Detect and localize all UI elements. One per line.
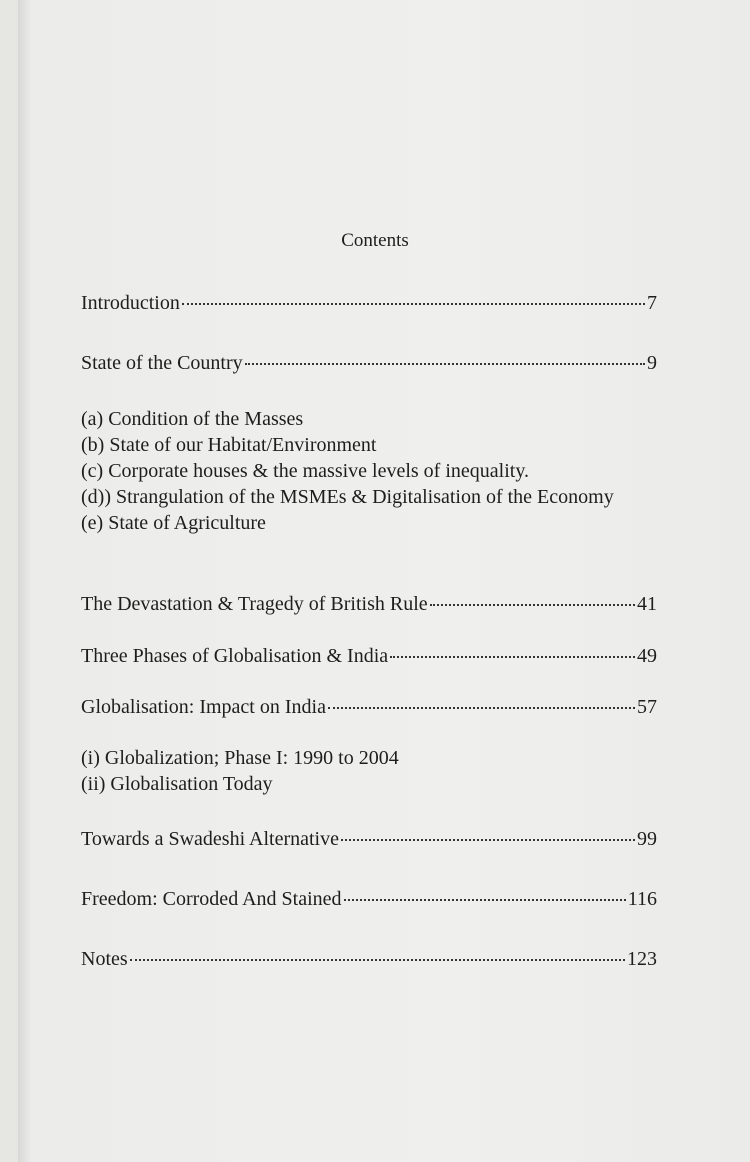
dot-leader xyxy=(328,707,635,709)
toc-entry-state-of-country xyxy=(81,352,657,375)
subsection-item: (d)) Strangulation of the MSMEs & Digitalisation of the Economy xyxy=(81,486,614,508)
dot-leader xyxy=(341,839,635,841)
toc-entry-label: Notes xyxy=(81,948,128,970)
subsection-item: (b) State of our Habitat/Environment xyxy=(81,434,377,456)
subsection-item: (a) Condition of the Masses xyxy=(81,408,304,430)
toc-entry-label: State of the Country xyxy=(81,352,243,374)
toc-entry-page: 57 xyxy=(637,696,657,718)
toc-entry-page: 49 xyxy=(637,645,657,667)
subsection-list-impact xyxy=(81,745,659,797)
subsection-item: (ii) Globalisation Today xyxy=(81,773,273,795)
contents-heading: Contents xyxy=(341,230,409,251)
dot-leader xyxy=(390,656,635,658)
toc-entry-label: Freedom: Corroded And Stained xyxy=(81,888,342,910)
toc-entry-label: Introduction xyxy=(81,292,180,314)
toc-entry-impact-on-india xyxy=(81,696,657,719)
dot-leader xyxy=(182,303,645,305)
toc-entry-page: 123 xyxy=(627,948,657,970)
toc-entry-three-phases xyxy=(81,645,657,668)
toc-entry-notes xyxy=(81,948,657,971)
dot-leader xyxy=(430,604,635,606)
toc-entry-introduction xyxy=(81,292,657,315)
dot-leader xyxy=(130,959,625,961)
toc-entry-label: Towards a Swadeshi Alternative xyxy=(81,828,339,850)
subsection-list-country xyxy=(81,406,659,536)
toc-entry-page: 7 xyxy=(647,292,657,314)
dot-leader xyxy=(344,899,626,901)
toc-entry-label: Three Phases of Globalisation & India xyxy=(81,645,389,667)
toc-entry-label: Globalisation: Impact on India xyxy=(81,696,326,718)
toc-entry-page: 9 xyxy=(647,352,657,374)
toc-entry-page: 116 xyxy=(627,888,657,910)
toc-entry-british-rule xyxy=(81,593,657,616)
subsection-item: (e) State of Agriculture xyxy=(81,512,266,534)
book-page xyxy=(18,0,750,1162)
toc-entry-page: 99 xyxy=(637,828,657,850)
toc-entry-swadeshi xyxy=(81,828,657,851)
subsection-item: (i) Globalization; Phase I: 1990 to 2004 xyxy=(81,747,399,769)
toc-entry-page: 41 xyxy=(637,593,657,615)
toc-entry-label: The Devastation & Tragedy of British Rule xyxy=(81,593,428,615)
toc-entry-freedom xyxy=(81,888,657,911)
subsection-item: (c) Corporate houses & the massive levels of inequality. xyxy=(81,460,530,482)
dot-leader xyxy=(245,363,645,365)
